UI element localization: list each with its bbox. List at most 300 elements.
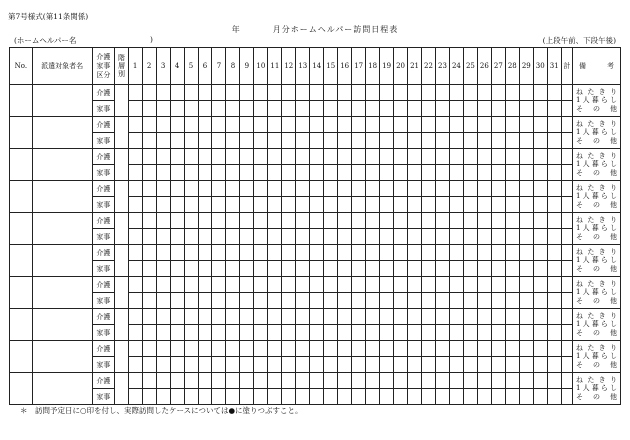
day-cell-am[interactable] (254, 149, 268, 165)
target-name-cell[interactable] (32, 309, 92, 341)
day-cell-am[interactable] (547, 213, 561, 229)
day-cell-am[interactable] (463, 373, 477, 389)
day-cell-pm[interactable] (282, 293, 296, 309)
floor-cell[interactable] (115, 213, 128, 245)
day-cell-pm[interactable] (128, 229, 142, 245)
day-cell-pm[interactable] (282, 197, 296, 213)
day-cell-pm[interactable] (477, 101, 491, 117)
day-cell-am[interactable] (184, 277, 198, 293)
day-cell-am[interactable] (324, 373, 338, 389)
day-cell-am[interactable] (422, 277, 436, 293)
day-cell-pm[interactable] (352, 389, 366, 405)
total-cell-am[interactable] (561, 309, 572, 325)
day-cell-pm[interactable] (296, 261, 310, 277)
day-cell-pm[interactable] (463, 133, 477, 149)
day-cell-pm[interactable] (491, 261, 505, 277)
day-cell-am[interactable] (268, 117, 282, 133)
day-cell-am[interactable] (226, 181, 240, 197)
day-cell-pm[interactable] (142, 293, 156, 309)
day-cell-pm[interactable] (519, 389, 533, 405)
day-cell-pm[interactable] (324, 293, 338, 309)
day-cell-pm[interactable] (422, 197, 436, 213)
day-cell-am[interactable] (184, 309, 198, 325)
day-cell-am[interactable] (198, 117, 212, 133)
day-cell-pm[interactable] (394, 197, 408, 213)
day-cell-pm[interactable] (184, 197, 198, 213)
day-cell-am[interactable] (422, 117, 436, 133)
day-cell-am[interactable] (324, 181, 338, 197)
day-cell-pm[interactable] (254, 325, 268, 341)
day-cell-pm[interactable] (156, 101, 170, 117)
day-cell-am[interactable] (310, 277, 324, 293)
day-cell-pm[interactable] (226, 389, 240, 405)
day-cell-pm[interactable] (463, 293, 477, 309)
day-cell-pm[interactable] (198, 229, 212, 245)
day-cell-pm[interactable] (240, 101, 254, 117)
day-cell-pm[interactable] (170, 133, 184, 149)
day-cell-am[interactable] (170, 309, 184, 325)
day-cell-am[interactable] (240, 117, 254, 133)
day-cell-am[interactable] (268, 245, 282, 261)
day-cell-pm[interactable] (198, 357, 212, 373)
floor-cell[interactable] (115, 149, 128, 181)
day-cell-am[interactable] (491, 309, 505, 325)
day-cell-pm[interactable] (394, 133, 408, 149)
day-cell-pm[interactable] (198, 389, 212, 405)
day-cell-am[interactable] (408, 117, 422, 133)
day-cell-pm[interactable] (212, 197, 226, 213)
day-cell-am[interactable] (380, 85, 394, 101)
day-cell-am[interactable] (491, 373, 505, 389)
day-cell-pm[interactable] (505, 357, 519, 373)
day-cell-am[interactable] (477, 213, 491, 229)
day-cell-pm[interactable] (184, 261, 198, 277)
day-cell-pm[interactable] (282, 357, 296, 373)
day-cell-am[interactable] (463, 181, 477, 197)
day-cell-pm[interactable] (533, 197, 547, 213)
day-cell-pm[interactable] (380, 197, 394, 213)
day-cell-am[interactable] (338, 309, 352, 325)
day-cell-pm[interactable] (533, 357, 547, 373)
total-cell-am[interactable] (561, 149, 572, 165)
day-cell-am[interactable] (170, 85, 184, 101)
day-cell-pm[interactable] (268, 165, 282, 181)
day-cell-am[interactable] (282, 213, 296, 229)
day-cell-am[interactable] (408, 213, 422, 229)
day-cell-pm[interactable] (212, 101, 226, 117)
day-cell-pm[interactable] (408, 293, 422, 309)
day-cell-am[interactable] (449, 213, 463, 229)
day-cell-pm[interactable] (170, 325, 184, 341)
day-cell-am[interactable] (184, 85, 198, 101)
day-cell-am[interactable] (282, 149, 296, 165)
day-cell-am[interactable] (156, 213, 170, 229)
day-cell-am[interactable] (394, 245, 408, 261)
day-cell-pm[interactable] (449, 357, 463, 373)
day-cell-pm[interactable] (491, 133, 505, 149)
day-cell-am[interactable] (324, 277, 338, 293)
day-cell-pm[interactable] (491, 293, 505, 309)
day-cell-pm[interactable] (366, 293, 380, 309)
remarks-option[interactable]: その他 (576, 136, 617, 145)
day-cell-pm[interactable] (324, 357, 338, 373)
day-cell-pm[interactable] (142, 325, 156, 341)
row-no-cell[interactable] (10, 181, 33, 213)
day-cell-am[interactable] (226, 149, 240, 165)
day-cell-pm[interactable] (310, 133, 324, 149)
remarks-option[interactable]: ねたきり (576, 375, 617, 384)
day-cell-am[interactable] (240, 373, 254, 389)
day-cell-pm[interactable] (449, 293, 463, 309)
day-cell-am[interactable] (212, 277, 226, 293)
day-cell-pm[interactable] (156, 229, 170, 245)
day-cell-pm[interactable] (338, 261, 352, 277)
day-cell-pm[interactable] (435, 165, 449, 181)
day-cell-pm[interactable] (296, 293, 310, 309)
day-cell-pm[interactable] (338, 325, 352, 341)
day-cell-pm[interactable] (212, 133, 226, 149)
day-cell-pm[interactable] (296, 357, 310, 373)
day-cell-pm[interactable] (338, 197, 352, 213)
day-cell-am[interactable] (394, 373, 408, 389)
day-cell-pm[interactable] (463, 325, 477, 341)
day-cell-am[interactable] (296, 277, 310, 293)
day-cell-am[interactable] (533, 309, 547, 325)
day-cell-am[interactable] (547, 309, 561, 325)
day-cell-pm[interactable] (254, 133, 268, 149)
day-cell-pm[interactable] (352, 229, 366, 245)
day-cell-pm[interactable] (310, 197, 324, 213)
day-cell-am[interactable] (226, 341, 240, 357)
day-cell-pm[interactable] (240, 261, 254, 277)
day-cell-am[interactable] (310, 373, 324, 389)
day-cell-am[interactable] (156, 149, 170, 165)
day-cell-am[interactable] (463, 85, 477, 101)
day-cell-pm[interactable] (449, 197, 463, 213)
day-cell-pm[interactable] (338, 101, 352, 117)
day-cell-am[interactable] (463, 213, 477, 229)
day-cell-pm[interactable] (226, 197, 240, 213)
day-cell-am[interactable] (505, 277, 519, 293)
day-cell-am[interactable] (519, 245, 533, 261)
day-cell-pm[interactable] (422, 165, 436, 181)
day-cell-pm[interactable] (296, 197, 310, 213)
day-cell-pm[interactable] (254, 197, 268, 213)
day-cell-pm[interactable] (268, 229, 282, 245)
day-cell-pm[interactable] (296, 389, 310, 405)
row-no-cell[interactable] (10, 309, 33, 341)
remarks-option[interactable]: 1人暮らし (576, 192, 617, 201)
day-cell-am[interactable] (226, 277, 240, 293)
day-cell-am[interactable] (547, 149, 561, 165)
day-cell-am[interactable] (491, 213, 505, 229)
day-cell-am[interactable] (533, 181, 547, 197)
day-cell-pm[interactable] (352, 261, 366, 277)
day-cell-am[interactable] (477, 117, 491, 133)
day-cell-pm[interactable] (310, 325, 324, 341)
day-cell-am[interactable] (380, 373, 394, 389)
target-name-cell[interactable] (32, 117, 92, 149)
day-cell-pm[interactable] (380, 229, 394, 245)
day-cell-am[interactable] (394, 341, 408, 357)
day-cell-pm[interactable] (240, 357, 254, 373)
day-cell-am[interactable] (296, 245, 310, 261)
day-cell-am[interactable] (394, 277, 408, 293)
day-cell-pm[interactable] (547, 101, 561, 117)
remarks-option[interactable]: 1人暮らし (576, 320, 617, 329)
day-cell-am[interactable] (310, 245, 324, 261)
day-cell-am[interactable] (184, 373, 198, 389)
day-cell-pm[interactable] (198, 197, 212, 213)
day-cell-pm[interactable] (156, 133, 170, 149)
day-cell-pm[interactable] (156, 197, 170, 213)
day-cell-am[interactable] (477, 373, 491, 389)
day-cell-pm[interactable] (170, 261, 184, 277)
day-cell-pm[interactable] (268, 261, 282, 277)
day-cell-am[interactable] (533, 213, 547, 229)
day-cell-am[interactable] (422, 213, 436, 229)
day-cell-am[interactable] (491, 117, 505, 133)
day-cell-pm[interactable] (128, 197, 142, 213)
day-cell-am[interactable] (463, 245, 477, 261)
day-cell-pm[interactable] (463, 165, 477, 181)
day-cell-pm[interactable] (547, 261, 561, 277)
floor-cell[interactable] (115, 373, 128, 405)
day-cell-pm[interactable] (547, 229, 561, 245)
day-cell-pm[interactable] (533, 389, 547, 405)
day-cell-am[interactable] (338, 213, 352, 229)
day-cell-am[interactable] (198, 373, 212, 389)
day-cell-am[interactable] (338, 341, 352, 357)
day-cell-am[interactable] (282, 277, 296, 293)
day-cell-am[interactable] (547, 373, 561, 389)
day-cell-pm[interactable] (463, 101, 477, 117)
day-cell-am[interactable] (198, 309, 212, 325)
total-cell-pm[interactable] (561, 325, 572, 341)
total-cell-pm[interactable] (561, 261, 572, 277)
remarks-option[interactable]: ねたきり (576, 343, 617, 352)
day-cell-pm[interactable] (268, 133, 282, 149)
day-cell-pm[interactable] (240, 133, 254, 149)
day-cell-pm[interactable] (198, 133, 212, 149)
day-cell-pm[interactable] (240, 197, 254, 213)
total-cell-am[interactable] (561, 117, 572, 133)
day-cell-am[interactable] (394, 309, 408, 325)
day-cell-am[interactable] (422, 181, 436, 197)
day-cell-am[interactable] (380, 277, 394, 293)
day-cell-am[interactable] (408, 149, 422, 165)
day-cell-am[interactable] (240, 149, 254, 165)
day-cell-am[interactable] (435, 277, 449, 293)
day-cell-am[interactable] (352, 117, 366, 133)
target-name-cell[interactable] (32, 277, 92, 309)
day-cell-pm[interactable] (449, 325, 463, 341)
day-cell-am[interactable] (212, 373, 226, 389)
day-cell-pm[interactable] (156, 389, 170, 405)
day-cell-pm[interactable] (282, 229, 296, 245)
day-cell-pm[interactable] (338, 133, 352, 149)
day-cell-pm[interactable] (142, 357, 156, 373)
day-cell-pm[interactable] (519, 101, 533, 117)
day-cell-pm[interactable] (156, 261, 170, 277)
day-cell-am[interactable] (519, 341, 533, 357)
day-cell-am[interactable] (505, 341, 519, 357)
day-cell-am[interactable] (449, 245, 463, 261)
day-cell-pm[interactable] (519, 325, 533, 341)
day-cell-am[interactable] (366, 149, 380, 165)
day-cell-pm[interactable] (254, 293, 268, 309)
remarks-option[interactable]: ねたきり (576, 87, 617, 96)
day-cell-am[interactable] (547, 245, 561, 261)
day-cell-am[interactable] (142, 277, 156, 293)
day-cell-am[interactable] (212, 213, 226, 229)
day-cell-am[interactable] (519, 117, 533, 133)
day-cell-am[interactable] (477, 341, 491, 357)
remarks-option[interactable]: 1人暮らし (576, 256, 617, 265)
total-cell-pm[interactable] (561, 389, 572, 405)
floor-cell[interactable] (115, 85, 128, 117)
day-cell-am[interactable] (212, 245, 226, 261)
day-cell-am[interactable] (170, 245, 184, 261)
day-cell-pm[interactable] (310, 165, 324, 181)
day-cell-pm[interactable] (491, 389, 505, 405)
day-cell-am[interactable] (324, 117, 338, 133)
day-cell-pm[interactable] (463, 229, 477, 245)
day-cell-pm[interactable] (268, 325, 282, 341)
day-cell-am[interactable] (268, 341, 282, 357)
day-cell-am[interactable] (435, 245, 449, 261)
day-cell-pm[interactable] (366, 229, 380, 245)
day-cell-pm[interactable] (491, 101, 505, 117)
remarks-option[interactable]: 1人暮らし (576, 224, 617, 233)
day-cell-am[interactable] (352, 181, 366, 197)
row-no-cell[interactable] (10, 149, 33, 181)
total-cell-pm[interactable] (561, 101, 572, 117)
day-cell-pm[interactable] (184, 165, 198, 181)
total-cell-am[interactable] (561, 213, 572, 229)
day-cell-pm[interactable] (547, 165, 561, 181)
day-cell-pm[interactable] (352, 197, 366, 213)
day-cell-am[interactable] (394, 213, 408, 229)
day-cell-am[interactable] (380, 213, 394, 229)
remarks-option[interactable]: 1人暮らし (576, 288, 617, 297)
day-cell-pm[interactable] (394, 165, 408, 181)
day-cell-am[interactable] (324, 213, 338, 229)
day-cell-pm[interactable] (352, 165, 366, 181)
day-cell-am[interactable] (505, 149, 519, 165)
day-cell-pm[interactable] (422, 133, 436, 149)
day-cell-pm[interactable] (240, 165, 254, 181)
day-cell-pm[interactable] (310, 229, 324, 245)
day-cell-am[interactable] (156, 341, 170, 357)
floor-cell[interactable] (115, 181, 128, 213)
day-cell-am[interactable] (184, 149, 198, 165)
day-cell-am[interactable] (435, 309, 449, 325)
day-cell-pm[interactable] (449, 389, 463, 405)
day-cell-pm[interactable] (533, 133, 547, 149)
day-cell-pm[interactable] (366, 101, 380, 117)
day-cell-am[interactable] (547, 341, 561, 357)
day-cell-am[interactable] (184, 341, 198, 357)
day-cell-pm[interactable] (142, 101, 156, 117)
day-cell-pm[interactable] (212, 325, 226, 341)
day-cell-am[interactable] (310, 181, 324, 197)
total-cell-pm[interactable] (561, 197, 572, 213)
day-cell-pm[interactable] (310, 293, 324, 309)
total-cell-pm[interactable] (561, 229, 572, 245)
day-cell-am[interactable] (449, 373, 463, 389)
day-cell-am[interactable] (394, 149, 408, 165)
day-cell-am[interactable] (547, 117, 561, 133)
day-cell-pm[interactable] (519, 197, 533, 213)
day-cell-pm[interactable] (449, 101, 463, 117)
day-cell-am[interactable] (505, 117, 519, 133)
day-cell-am[interactable] (380, 181, 394, 197)
day-cell-am[interactable] (268, 149, 282, 165)
day-cell-am[interactable] (156, 277, 170, 293)
day-cell-am[interactable] (366, 181, 380, 197)
day-cell-pm[interactable] (226, 165, 240, 181)
day-cell-pm[interactable] (184, 389, 198, 405)
day-cell-am[interactable] (324, 245, 338, 261)
day-cell-am[interactable] (422, 85, 436, 101)
remarks-option[interactable]: その他 (576, 200, 617, 209)
day-cell-am[interactable] (366, 117, 380, 133)
day-cell-pm[interactable] (366, 325, 380, 341)
day-cell-am[interactable] (198, 277, 212, 293)
day-cell-am[interactable] (254, 277, 268, 293)
day-cell-pm[interactable] (268, 197, 282, 213)
day-cell-pm[interactable] (380, 165, 394, 181)
day-cell-am[interactable] (142, 341, 156, 357)
remarks-option[interactable]: その他 (576, 264, 617, 273)
day-cell-pm[interactable] (477, 261, 491, 277)
day-cell-pm[interactable] (212, 357, 226, 373)
day-cell-pm[interactable] (491, 165, 505, 181)
day-cell-am[interactable] (408, 245, 422, 261)
day-cell-pm[interactable] (212, 165, 226, 181)
day-cell-am[interactable] (128, 245, 142, 261)
day-cell-pm[interactable] (128, 325, 142, 341)
day-cell-am[interactable] (380, 117, 394, 133)
day-cell-am[interactable] (477, 181, 491, 197)
day-cell-pm[interactable] (184, 325, 198, 341)
day-cell-pm[interactable] (380, 261, 394, 277)
day-cell-pm[interactable] (310, 101, 324, 117)
day-cell-am[interactable] (366, 245, 380, 261)
day-cell-am[interactable] (338, 181, 352, 197)
day-cell-pm[interactable] (408, 389, 422, 405)
day-cell-am[interactable] (380, 149, 394, 165)
remarks-option[interactable]: その他 (576, 232, 617, 241)
day-cell-pm[interactable] (533, 325, 547, 341)
day-cell-pm[interactable] (128, 101, 142, 117)
day-cell-pm[interactable] (268, 293, 282, 309)
day-cell-am[interactable] (519, 149, 533, 165)
day-cell-am[interactable] (366, 213, 380, 229)
day-cell-pm[interactable] (505, 229, 519, 245)
day-cell-am[interactable] (156, 373, 170, 389)
day-cell-pm[interactable] (533, 261, 547, 277)
day-cell-pm[interactable] (422, 101, 436, 117)
remarks-option[interactable]: その他 (576, 360, 617, 369)
day-cell-pm[interactable] (310, 357, 324, 373)
day-cell-am[interactable] (268, 373, 282, 389)
day-cell-pm[interactable] (282, 261, 296, 277)
day-cell-am[interactable] (156, 85, 170, 101)
row-no-cell[interactable] (10, 277, 33, 309)
day-cell-am[interactable] (519, 373, 533, 389)
